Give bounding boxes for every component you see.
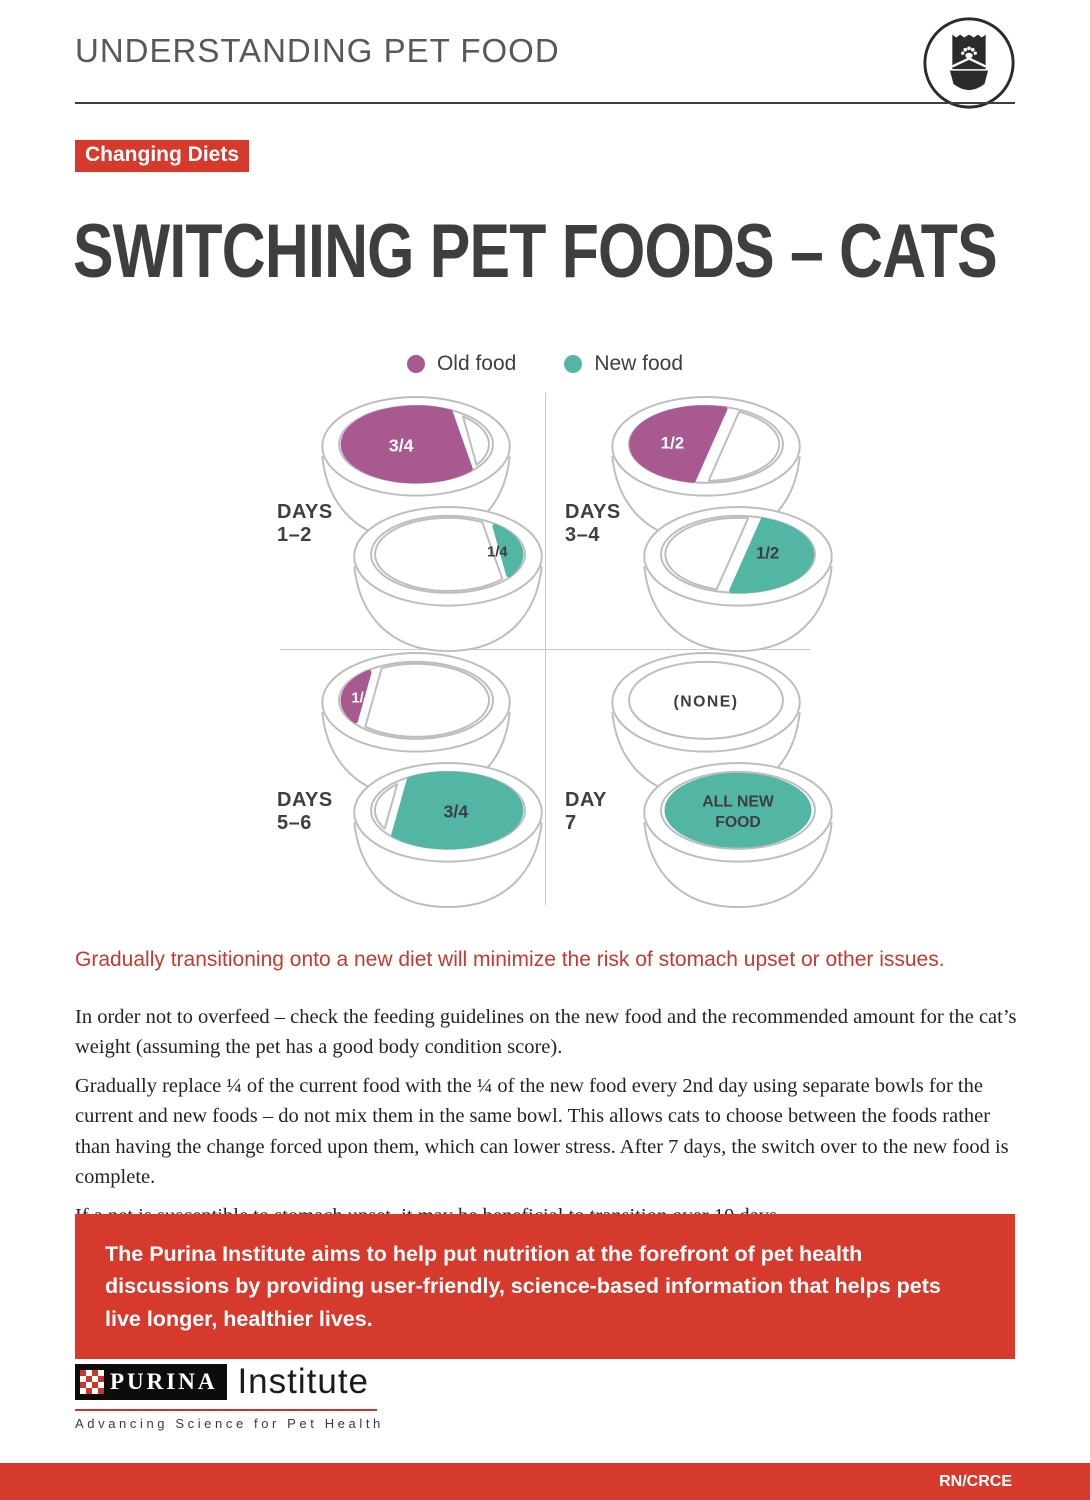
quadrant-label-days-5-6: DAYS 5–6 <box>277 789 333 834</box>
svg-text:1/4: 1/4 <box>487 544 508 561</box>
purina-logo-box <box>75 1364 227 1400</box>
page-header <box>75 28 1020 108</box>
purina-checkerboard-icon <box>80 1370 104 1394</box>
svg-text:1/2: 1/2 <box>660 433 685 453</box>
purina-institute-logo <box>75 1362 384 1431</box>
quadrant-label-day-7: DAY 7 <box>565 789 607 834</box>
svg-text:FOOD: FOOD <box>715 814 761 832</box>
bowl-new-food <box>349 761 547 911</box>
svg-text:3/4: 3/4 <box>388 435 414 456</box>
bowl-new-food <box>639 505 837 655</box>
svg-text:1/2: 1/2 <box>755 543 780 563</box>
changing-diets-badge: Changing Diets <box>75 140 249 172</box>
svg-text:ALL NEW: ALL NEW <box>702 793 774 811</box>
logo-divider <box>75 1409 377 1411</box>
callout-text: Gradually transitioning onto a new diet will minimize the risk of stomach upset or other issues. <box>75 948 945 971</box>
logo-row <box>75 1362 377 1402</box>
quadrant-label-days-1-2: DAYS 1–2 <box>277 501 333 546</box>
svg-text:3/4: 3/4 <box>443 801 469 822</box>
quadrant-days-1-2 <box>165 393 545 649</box>
legend-label: Old food <box>436 352 517 375</box>
legend-label: New food <box>594 352 684 375</box>
page-title: SWITCHING PET FOODS – CATS <box>73 209 997 294</box>
bowl-new-food <box>349 505 547 655</box>
institute-wordmark: Institute <box>237 1362 370 1401</box>
header-divider <box>75 102 1015 104</box>
body-paragraphs <box>75 1002 1022 1240</box>
pet-food-bag-and-bowl-icon <box>920 14 1018 112</box>
quadrant-days-3-4 <box>545 393 925 649</box>
logo-tagline: Advancing Science for Pet Health <box>75 1416 384 1431</box>
bowl-new-food <box>639 761 837 911</box>
new-food-dot-icon <box>564 355 582 373</box>
quadrant-days-5-6 <box>165 649 545 905</box>
legend-item-new-food <box>564 352 683 376</box>
page-header-title: UNDERSTANDING PET FOOD <box>75 32 560 69</box>
paragraph: Gradually replace ¼ of the current food with the ¼ of the new food every 2nd day using separate bowls for the current and new foods – do not mix them in the same bowl. This allows cats to choose between the foods rather than having the change forced upon them, which can lower stress. After 7 days, the switch over to the new food is complete. <box>75 1075 1009 1188</box>
transition-diagram <box>165 393 925 905</box>
paragraph: In order not to overfeed – check the feeding guidelines on the new food and the recommended amount for the cat’s weight (assuming the pet has a good body condition score). <box>75 1006 1017 1059</box>
footer-bar <box>0 1463 1090 1500</box>
footer-code: RN/CRCE <box>939 1472 1012 1490</box>
svg-text:(NONE): (NONE) <box>673 693 739 711</box>
old-food-dot-icon <box>407 355 425 373</box>
food-legend <box>0 352 1090 376</box>
quadrant-label-days-3-4: DAYS 3–4 <box>565 501 621 546</box>
purina-wordmark: PURINA <box>110 1369 218 1394</box>
legend-item-old-food <box>407 352 516 376</box>
purina-institute-banner: The Purina Institute aims to help put nutrition at the forefront of pet health discussions by providing user-friendly, science-based information that helps pets live longer, healthier lives. <box>75 1214 1015 1359</box>
quadrant-day-7 <box>545 649 925 905</box>
svg-text:1/4: 1/4 <box>351 690 373 707</box>
